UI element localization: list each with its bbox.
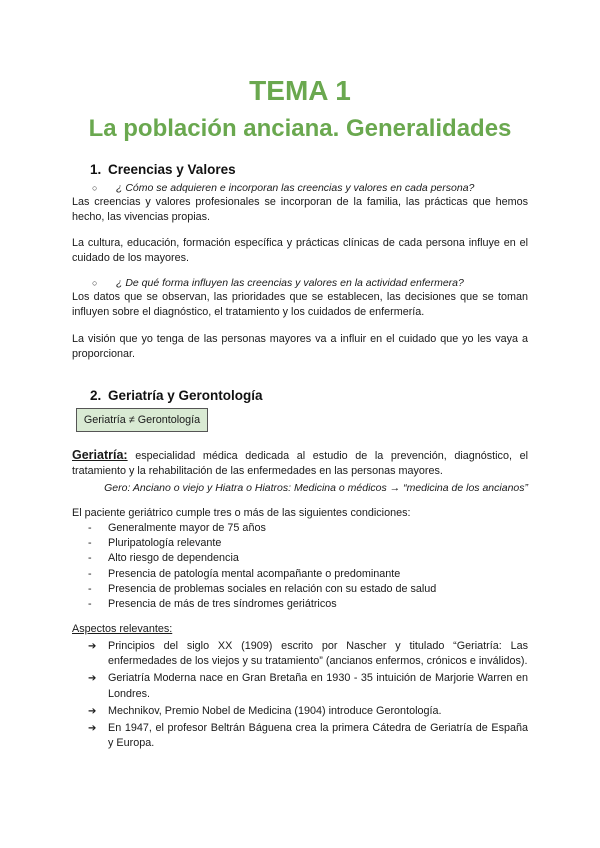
section-1-title: Creencias y Valores <box>108 162 236 177</box>
circle-bullet-icon: ○ <box>92 278 98 288</box>
arrow-bullet-icon: ➔ <box>88 641 97 652</box>
paragraph-2: La cultura, educación, formación específica y prácticas clínicas de cada persona influye en el cuidado de los mayores. <box>72 237 528 265</box>
section-2-heading <box>90 388 263 403</box>
arrow-bullet-icon: ➔ <box>88 705 97 717</box>
etymology-note: Gero: Anciano o viejo y Hiatra o Hiatros: Medicina o médicos → “medicina de los ancianos” <box>104 482 528 494</box>
aspects-list <box>88 639 528 753</box>
list-item: - Presencia de problemas sociales en relación con su estado de salud <box>88 582 437 595</box>
page-title: TEMA 1 <box>249 75 351 106</box>
circle-bullet-icon: ○ <box>92 183 98 193</box>
list-item: ➔ Geriatría Moderna nace en Gran Bretaña en 1930 - 35 intuición de Marjorie Warren en Londres. <box>88 671 528 701</box>
arrow-bullet-icon: ➔ <box>88 673 97 685</box>
list-item: ➔ En 1947, el profesor Beltrán Báguena crea la primera Cátedra de Geriatría de España y Europa. <box>88 721 528 751</box>
geriatria-term: Geriatría: <box>72 448 128 462</box>
list-item: ➔ Mechnikov, Premio Nobel de Medicina (1904) introduce Gerontología. <box>88 704 528 719</box>
arrow-bullet-icon: ➔ <box>88 723 97 735</box>
list-item: ➔ Principios del siglo XX (1909) escrito por Nascher y titulado “Geriatría: Las enfermedades de los viejos y su tratamiento” (ancianos enfermos, crónicos e inválidos). <box>88 639 528 669</box>
paragraph-3: Los datos que se observan, las prioridades que se establecen, las decisiones que se toman influyen sobre el diagnóstico, el tratamiento y los cuidados de enfermería. <box>72 291 528 319</box>
question-1 <box>92 181 528 195</box>
aspects-label: Aspectos relevantes: <box>72 623 173 635</box>
conditions-list <box>88 521 528 612</box>
section-2-number: 2. <box>90 388 102 403</box>
list-item: - Generalmente mayor de 75 años <box>88 522 266 534</box>
page-subtitle: La población anciana. Generalidades <box>88 115 512 142</box>
question-1-text: ¿ Cómo se adquieren e incorporan las creencias y valores en cada persona? <box>116 182 475 194</box>
geriatria-definition <box>72 448 528 479</box>
list-item: - Presencia de más de tres síndromes geriátricos <box>88 598 337 611</box>
list-item: - Alto riesgo de dependencia <box>88 552 239 565</box>
section-1-number: 1. <box>90 162 102 177</box>
geriatria-gerontologia-box: Geriatría ≠ Gerontología <box>76 408 208 432</box>
list-item: - Pluripatología relevante <box>88 537 222 550</box>
definition-text: especialidad médica dedicada al estudio de la prevención, diagnóstico, el tratamiento y la rehabilitación de las enfermedades en las personas mayores. <box>72 450 528 478</box>
list-item: - Presencia de patología mental acompañante o predominante <box>88 567 401 580</box>
section-1-heading <box>90 162 236 177</box>
paragraph-4: La visión que yo tenga de las personas mayores va a influir en el cuidado que yo les vaya a proporcionar. <box>72 333 528 361</box>
question-2-text: ¿ De qué forma influyen las creencias y valores en la actividad enfermera? <box>116 277 464 289</box>
question-2 <box>92 276 528 290</box>
paragraph-1: Las creencias y valores profesionales se incorporan de la familia, las prácticas que hemos hecho, las vivencias propias. <box>72 196 528 224</box>
conditions-intro: El paciente geriátrico cumple tres o más de las siguientes condiciones: <box>72 507 411 519</box>
section-2-title: Geriatría y Gerontología <box>108 388 263 403</box>
